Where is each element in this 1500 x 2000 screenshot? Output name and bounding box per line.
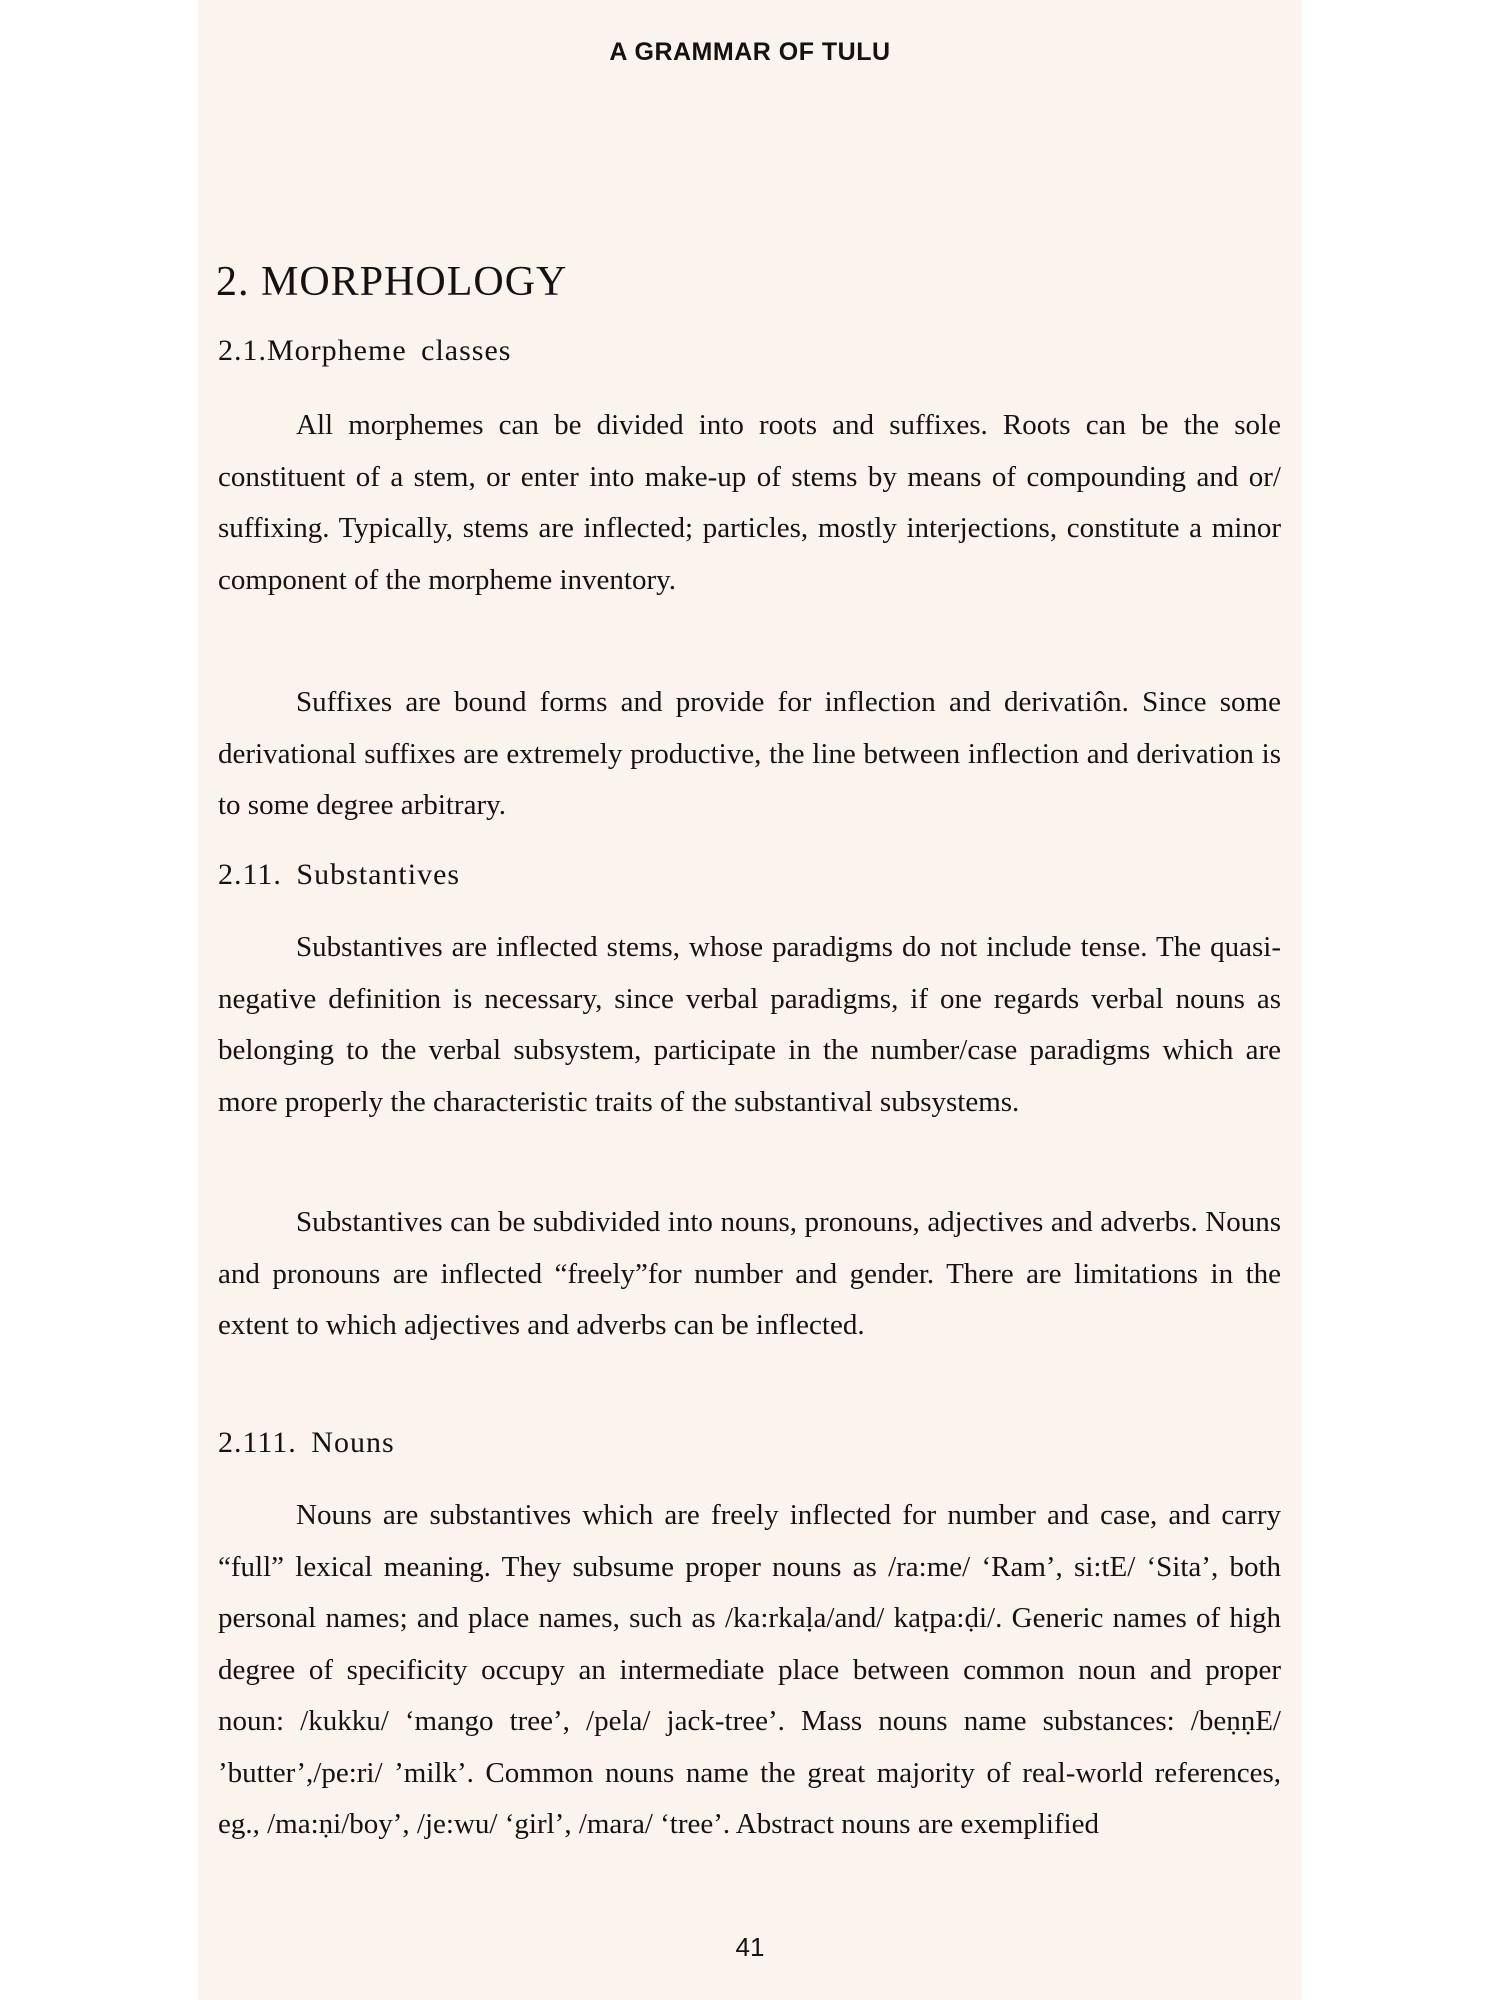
section-heading-morpheme-classes: 2.1.Morpheme classes — [218, 334, 512, 367]
paragraph-substantives-definition: Substantives are inflected stems, whose paradigms do not include tense. The quasi-negative definition is necessary, since verbal paradigms, if one regards verbal nouns as belonging to the verbal subsystem, participate in the number/case paradigms which are more properly the characteristic traits of the substantival subsystems. — [218, 931, 1281, 1118]
paragraph-nouns: Nouns are substantives which are freely inflected for number and case, and carry “full” lexical meaning. They subsume proper nouns as /ra:me/ ‘Ram’, si:tE/ ‘Sita’, both personal names; and place names, such as /ka:rkaḷa/and/ kaṭpa:ḍi/. Generic names of high degree of specificity occupy an intermediate place between common noun and proper noun: /kukku/ ‘mango tree’, /pela/ jack-tree’. Mass nouns name substances: /beṇṇE/ ’butter’,/pe:ri/ ’milk’. Common nouns name the great majority of real-world references, eg., /ma:ṇi/boy’, /je:wu/ ‘girl’, /mara/ ‘tree’. Abstract nouns are exemplified — [218, 1499, 1281, 1840]
chapter-title: 2. MORPHOLOGY — [216, 259, 568, 305]
page-number: 41 — [735, 1932, 765, 1962]
paragraph-morphemes: All morphemes can be divided into roots and suffixes. Roots can be the sole constituent of a stem, or enter into make-up of stems by means of compounding and or/ suffixing. Typically, stems are inflected; particles, mostly interjections, constitute a minor component of the morpheme inventory. — [218, 409, 1281, 596]
paragraph-suffixes: Suffixes are bound forms and provide for inflection and derivatiôn. Since some derivational suffixes are extremely productive, the line between inflection and derivation is to some degree arbitrary. — [218, 686, 1281, 821]
paragraph-substantives-subdivision: Substantives can be subdivided into nouns, pronouns, adjectives and adverbs. Nouns and pronouns are inflected “freely”for number and gender. There are limitations in the extent to which adjectives and adverbs can be inflected. — [218, 1206, 1281, 1341]
book-page — [198, 0, 1302, 2000]
section-heading-substantives: 2.11. Substantives — [218, 858, 461, 891]
section-heading-nouns: 2.111. Nouns — [218, 1426, 395, 1459]
running-head: A GRAMMAR OF TULU — [609, 38, 891, 66]
